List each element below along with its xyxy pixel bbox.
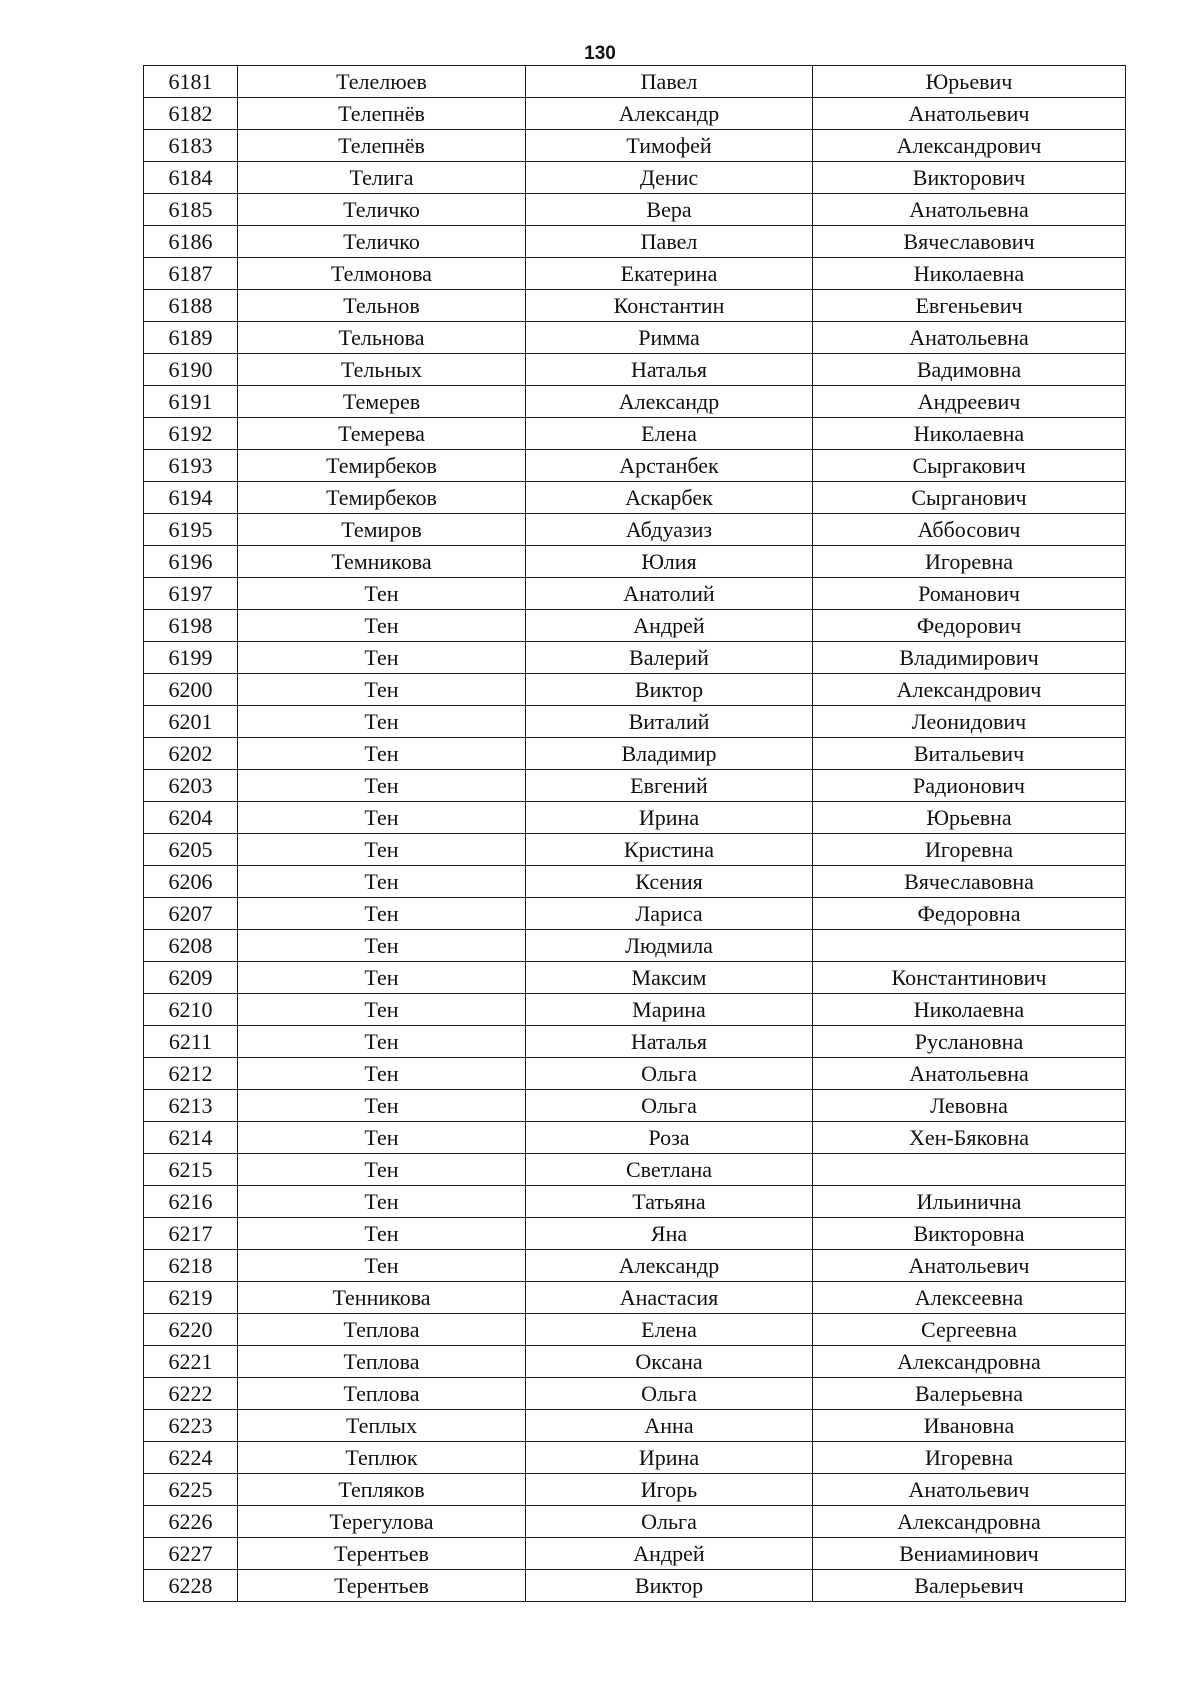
table-row bbox=[144, 130, 1126, 162]
table-row bbox=[144, 1538, 1126, 1570]
table-row bbox=[144, 738, 1126, 770]
table-row bbox=[144, 1026, 1126, 1058]
patronymic-cell: Сырганович bbox=[813, 482, 1126, 514]
surname-cell: Тен bbox=[238, 1154, 526, 1186]
first-name-cell: Александр bbox=[526, 1250, 813, 1282]
patronymic-cell: Владимирович bbox=[813, 642, 1126, 674]
row-number-cell: 6227 bbox=[144, 1538, 238, 1570]
surname-cell: Тен bbox=[238, 706, 526, 738]
row-number-cell: 6192 bbox=[144, 418, 238, 450]
first-name-cell: Людмила bbox=[526, 930, 813, 962]
table-row bbox=[144, 482, 1126, 514]
first-name-cell: Роза bbox=[526, 1122, 813, 1154]
table-row bbox=[144, 1346, 1126, 1378]
row-number-cell: 6211 bbox=[144, 1026, 238, 1058]
row-number-cell: 6181 bbox=[144, 66, 238, 98]
patronymic-cell: Викторович bbox=[813, 162, 1126, 194]
table-row bbox=[144, 770, 1126, 802]
table-row bbox=[144, 1186, 1126, 1218]
first-name-cell: Ольга bbox=[526, 1506, 813, 1538]
row-number-cell: 6188 bbox=[144, 290, 238, 322]
first-name-cell: Наталья bbox=[526, 354, 813, 386]
surname-cell: Теплых bbox=[238, 1410, 526, 1442]
surname-cell: Тен bbox=[238, 994, 526, 1026]
surname-cell: Тен bbox=[238, 610, 526, 642]
patronymic-cell: Аббосович bbox=[813, 514, 1126, 546]
patronymic-cell: Игоревна bbox=[813, 1442, 1126, 1474]
first-name-cell: Валерий bbox=[526, 642, 813, 674]
row-number-cell: 6223 bbox=[144, 1410, 238, 1442]
table-row bbox=[144, 1410, 1126, 1442]
patronymic-cell: Вадимовна bbox=[813, 354, 1126, 386]
row-number-cell: 6187 bbox=[144, 258, 238, 290]
patronymic-cell: Левовна bbox=[813, 1090, 1126, 1122]
row-number-cell: 6207 bbox=[144, 898, 238, 930]
surname-cell: Тельнов bbox=[238, 290, 526, 322]
surname-cell: Тен bbox=[238, 1122, 526, 1154]
patronymic-cell: Ильинична bbox=[813, 1186, 1126, 1218]
row-number-cell: 6182 bbox=[144, 98, 238, 130]
first-name-cell: Константин bbox=[526, 290, 813, 322]
surname-cell: Тен bbox=[238, 674, 526, 706]
first-name-cell: Павел bbox=[526, 226, 813, 258]
first-name-cell: Елена bbox=[526, 1314, 813, 1346]
patronymic-cell: Руслановна bbox=[813, 1026, 1126, 1058]
table-row bbox=[144, 1250, 1126, 1282]
table-row bbox=[144, 418, 1126, 450]
patronymic-cell: Леонидович bbox=[813, 706, 1126, 738]
patronymic-cell bbox=[813, 1154, 1126, 1186]
row-number-cell: 6197 bbox=[144, 578, 238, 610]
roster-body bbox=[144, 66, 1126, 1602]
table-row bbox=[144, 802, 1126, 834]
row-number-cell: 6215 bbox=[144, 1154, 238, 1186]
row-number-cell: 6200 bbox=[144, 674, 238, 706]
surname-cell: Тен bbox=[238, 1090, 526, 1122]
patronymic-cell: Хен-Бяковна bbox=[813, 1122, 1126, 1154]
first-name-cell: Кристина bbox=[526, 834, 813, 866]
first-name-cell: Татьяна bbox=[526, 1186, 813, 1218]
surname-cell: Тен bbox=[238, 1026, 526, 1058]
table-row bbox=[144, 1378, 1126, 1410]
table-row bbox=[144, 322, 1126, 354]
surname-cell: Теличко bbox=[238, 226, 526, 258]
surname-cell: Тен bbox=[238, 578, 526, 610]
patronymic-cell: Вячеславовна bbox=[813, 866, 1126, 898]
patronymic-cell: Валерьевна bbox=[813, 1378, 1126, 1410]
patronymic-cell: Николаевна bbox=[813, 994, 1126, 1026]
first-name-cell: Марина bbox=[526, 994, 813, 1026]
surname-cell: Телелюев bbox=[238, 66, 526, 98]
patronymic-cell: Анатольевич bbox=[813, 1474, 1126, 1506]
first-name-cell: Павел bbox=[526, 66, 813, 98]
surname-cell: Теплова bbox=[238, 1346, 526, 1378]
first-name-cell: Ольга bbox=[526, 1090, 813, 1122]
patronymic-cell: Николаевна bbox=[813, 418, 1126, 450]
surname-cell: Тен bbox=[238, 866, 526, 898]
surname-cell: Тен bbox=[238, 770, 526, 802]
row-number-cell: 6217 bbox=[144, 1218, 238, 1250]
patronymic-cell: Романович bbox=[813, 578, 1126, 610]
patronymic-cell: Сыргакович bbox=[813, 450, 1126, 482]
first-name-cell: Виталий bbox=[526, 706, 813, 738]
surname-cell: Теплюк bbox=[238, 1442, 526, 1474]
surname-cell: Телмонова bbox=[238, 258, 526, 290]
row-number-cell: 6186 bbox=[144, 226, 238, 258]
patronymic-cell: Юрьевич bbox=[813, 66, 1126, 98]
patronymic-cell: Федорович bbox=[813, 610, 1126, 642]
row-number-cell: 6220 bbox=[144, 1314, 238, 1346]
surname-cell: Тен bbox=[238, 930, 526, 962]
row-number-cell: 6226 bbox=[144, 1506, 238, 1538]
table-row bbox=[144, 610, 1126, 642]
row-number-cell: 6221 bbox=[144, 1346, 238, 1378]
row-number-cell: 6218 bbox=[144, 1250, 238, 1282]
first-name-cell: Светлана bbox=[526, 1154, 813, 1186]
surname-cell: Тен bbox=[238, 802, 526, 834]
row-number-cell: 6194 bbox=[144, 482, 238, 514]
table-row bbox=[144, 226, 1126, 258]
patronymic-cell: Анатольевна bbox=[813, 194, 1126, 226]
patronymic-cell: Валерьевич bbox=[813, 1570, 1126, 1602]
first-name-cell: Анна bbox=[526, 1410, 813, 1442]
roster-table bbox=[143, 65, 1126, 1602]
table-row bbox=[144, 98, 1126, 130]
row-number-cell: 6209 bbox=[144, 962, 238, 994]
patronymic-cell: Александровна bbox=[813, 1346, 1126, 1378]
row-number-cell: 6203 bbox=[144, 770, 238, 802]
table-row bbox=[144, 866, 1126, 898]
first-name-cell: Елена bbox=[526, 418, 813, 450]
row-number-cell: 6199 bbox=[144, 642, 238, 674]
row-number-cell: 6193 bbox=[144, 450, 238, 482]
row-number-cell: 6202 bbox=[144, 738, 238, 770]
surname-cell: Тен bbox=[238, 962, 526, 994]
first-name-cell: Виктор bbox=[526, 1570, 813, 1602]
table-row bbox=[144, 994, 1126, 1026]
first-name-cell: Ирина bbox=[526, 1442, 813, 1474]
surname-cell: Тен bbox=[238, 834, 526, 866]
row-number-cell: 6183 bbox=[144, 130, 238, 162]
first-name-cell: Яна bbox=[526, 1218, 813, 1250]
row-number-cell: 6204 bbox=[144, 802, 238, 834]
first-name-cell: Андрей bbox=[526, 1538, 813, 1570]
first-name-cell: Лариса bbox=[526, 898, 813, 930]
row-number-cell: 6216 bbox=[144, 1186, 238, 1218]
table-row bbox=[144, 642, 1126, 674]
surname-cell: Темерева bbox=[238, 418, 526, 450]
patronymic-cell: Вениаминович bbox=[813, 1538, 1126, 1570]
first-name-cell: Тимофей bbox=[526, 130, 813, 162]
surname-cell: Темирбеков bbox=[238, 482, 526, 514]
table-row bbox=[144, 706, 1126, 738]
first-name-cell: Ольга bbox=[526, 1378, 813, 1410]
surname-cell: Тенникова bbox=[238, 1282, 526, 1314]
first-name-cell: Оксана bbox=[526, 1346, 813, 1378]
row-number-cell: 6224 bbox=[144, 1442, 238, 1474]
first-name-cell: Вера bbox=[526, 194, 813, 226]
patronymic-cell bbox=[813, 930, 1126, 962]
surname-cell: Темиров bbox=[238, 514, 526, 546]
row-number-cell: 6185 bbox=[144, 194, 238, 226]
patronymic-cell: Анатольевна bbox=[813, 1058, 1126, 1090]
surname-cell: Тен bbox=[238, 1058, 526, 1090]
table-row bbox=[144, 962, 1126, 994]
patronymic-cell: Викторовна bbox=[813, 1218, 1126, 1250]
first-name-cell: Александр bbox=[526, 98, 813, 130]
surname-cell: Теличко bbox=[238, 194, 526, 226]
table-row bbox=[144, 66, 1126, 98]
first-name-cell: Римма bbox=[526, 322, 813, 354]
surname-cell: Тен bbox=[238, 1250, 526, 1282]
first-name-cell: Денис bbox=[526, 162, 813, 194]
first-name-cell: Анатолий bbox=[526, 578, 813, 610]
first-name-cell: Аскарбек bbox=[526, 482, 813, 514]
first-name-cell: Евгений bbox=[526, 770, 813, 802]
surname-cell: Темерев bbox=[238, 386, 526, 418]
patronymic-cell: Сергеевна bbox=[813, 1314, 1126, 1346]
patronymic-cell: Александрович bbox=[813, 130, 1126, 162]
table-row bbox=[144, 386, 1126, 418]
row-number-cell: 6210 bbox=[144, 994, 238, 1026]
row-number-cell: 6225 bbox=[144, 1474, 238, 1506]
patronymic-cell: Анатольевич bbox=[813, 1250, 1126, 1282]
patronymic-cell: Федоровна bbox=[813, 898, 1126, 930]
table-row bbox=[144, 1090, 1126, 1122]
surname-cell: Тельных bbox=[238, 354, 526, 386]
surname-cell: Тен bbox=[238, 1218, 526, 1250]
row-number-cell: 6191 bbox=[144, 386, 238, 418]
row-number-cell: 6208 bbox=[144, 930, 238, 962]
surname-cell: Темникова bbox=[238, 546, 526, 578]
table-row bbox=[144, 834, 1126, 866]
first-name-cell: Абдуазиз bbox=[526, 514, 813, 546]
surname-cell: Телига bbox=[238, 162, 526, 194]
first-name-cell: Анастасия bbox=[526, 1282, 813, 1314]
patronymic-cell: Александрович bbox=[813, 674, 1126, 706]
table-row bbox=[144, 450, 1126, 482]
table-row bbox=[144, 1218, 1126, 1250]
row-number-cell: 6219 bbox=[144, 1282, 238, 1314]
first-name-cell: Арстанбек bbox=[526, 450, 813, 482]
table-row bbox=[144, 930, 1126, 962]
patronymic-cell: Игоревна bbox=[813, 546, 1126, 578]
table-row bbox=[144, 546, 1126, 578]
table-row bbox=[144, 1314, 1126, 1346]
patronymic-cell: Анатольевна bbox=[813, 322, 1126, 354]
first-name-cell: Максим bbox=[526, 962, 813, 994]
table-row bbox=[144, 578, 1126, 610]
first-name-cell: Ольга bbox=[526, 1058, 813, 1090]
patronymic-cell: Александровна bbox=[813, 1506, 1126, 1538]
surname-cell: Тепляков bbox=[238, 1474, 526, 1506]
first-name-cell: Екатерина bbox=[526, 258, 813, 290]
patronymic-cell: Вячеславович bbox=[813, 226, 1126, 258]
row-number-cell: 6228 bbox=[144, 1570, 238, 1602]
table-row bbox=[144, 290, 1126, 322]
row-number-cell: 6213 bbox=[144, 1090, 238, 1122]
row-number-cell: 6222 bbox=[144, 1378, 238, 1410]
table-row bbox=[144, 258, 1126, 290]
surname-cell: Телепнёв bbox=[238, 130, 526, 162]
surname-cell: Терегулова bbox=[238, 1506, 526, 1538]
patronymic-cell: Радионович bbox=[813, 770, 1126, 802]
row-number-cell: 6212 bbox=[144, 1058, 238, 1090]
patronymic-cell: Алексеевна bbox=[813, 1282, 1126, 1314]
table-row bbox=[144, 1154, 1126, 1186]
table-row bbox=[144, 1442, 1126, 1474]
table-row bbox=[144, 162, 1126, 194]
first-name-cell: Андрей bbox=[526, 610, 813, 642]
row-number-cell: 6195 bbox=[144, 514, 238, 546]
patronymic-cell: Николаевна bbox=[813, 258, 1126, 290]
table-row bbox=[144, 1282, 1126, 1314]
surname-cell: Терентьев bbox=[238, 1538, 526, 1570]
patronymic-cell: Ивановна bbox=[813, 1410, 1126, 1442]
first-name-cell: Ксения bbox=[526, 866, 813, 898]
first-name-cell: Игорь bbox=[526, 1474, 813, 1506]
table-row bbox=[144, 1570, 1126, 1602]
first-name-cell: Ирина bbox=[526, 802, 813, 834]
first-name-cell: Владимир bbox=[526, 738, 813, 770]
first-name-cell: Александр bbox=[526, 386, 813, 418]
patronymic-cell: Юрьевна bbox=[813, 802, 1126, 834]
first-name-cell: Виктор bbox=[526, 674, 813, 706]
surname-cell: Терентьев bbox=[238, 1570, 526, 1602]
table-row bbox=[144, 1506, 1126, 1538]
surname-cell: Тельнова bbox=[238, 322, 526, 354]
page-number: 130 bbox=[584, 43, 616, 64]
patronymic-cell: Витальевич bbox=[813, 738, 1126, 770]
patronymic-cell: Андреевич bbox=[813, 386, 1126, 418]
surname-cell: Теплова bbox=[238, 1314, 526, 1346]
row-number-cell: 6205 bbox=[144, 834, 238, 866]
row-number-cell: 6190 bbox=[144, 354, 238, 386]
table-row bbox=[144, 1058, 1126, 1090]
row-number-cell: 6206 bbox=[144, 866, 238, 898]
patronymic-cell: Игоревна bbox=[813, 834, 1126, 866]
row-number-cell: 6201 bbox=[144, 706, 238, 738]
patronymic-cell: Евгеньевич bbox=[813, 290, 1126, 322]
first-name-cell: Юлия bbox=[526, 546, 813, 578]
row-number-cell: 6189 bbox=[144, 322, 238, 354]
surname-cell: Тен bbox=[238, 738, 526, 770]
surname-cell: Тен bbox=[238, 642, 526, 674]
row-number-cell: 6214 bbox=[144, 1122, 238, 1154]
table-row bbox=[144, 1474, 1126, 1506]
row-number-cell: 6198 bbox=[144, 610, 238, 642]
table-row bbox=[144, 1122, 1126, 1154]
surname-cell: Теплова bbox=[238, 1378, 526, 1410]
row-number-cell: 6196 bbox=[144, 546, 238, 578]
table-row bbox=[144, 194, 1126, 226]
first-name-cell: Наталья bbox=[526, 1026, 813, 1058]
surname-cell: Тен bbox=[238, 898, 526, 930]
row-number-cell: 6184 bbox=[144, 162, 238, 194]
table-row bbox=[144, 514, 1126, 546]
table-row bbox=[144, 354, 1126, 386]
patronymic-cell: Константинович bbox=[813, 962, 1126, 994]
patronymic-cell: Анатольевич bbox=[813, 98, 1126, 130]
surname-cell: Темирбеков bbox=[238, 450, 526, 482]
table-row bbox=[144, 674, 1126, 706]
surname-cell: Тен bbox=[238, 1186, 526, 1218]
surname-cell: Телепнёв bbox=[238, 98, 526, 130]
table-row bbox=[144, 898, 1126, 930]
